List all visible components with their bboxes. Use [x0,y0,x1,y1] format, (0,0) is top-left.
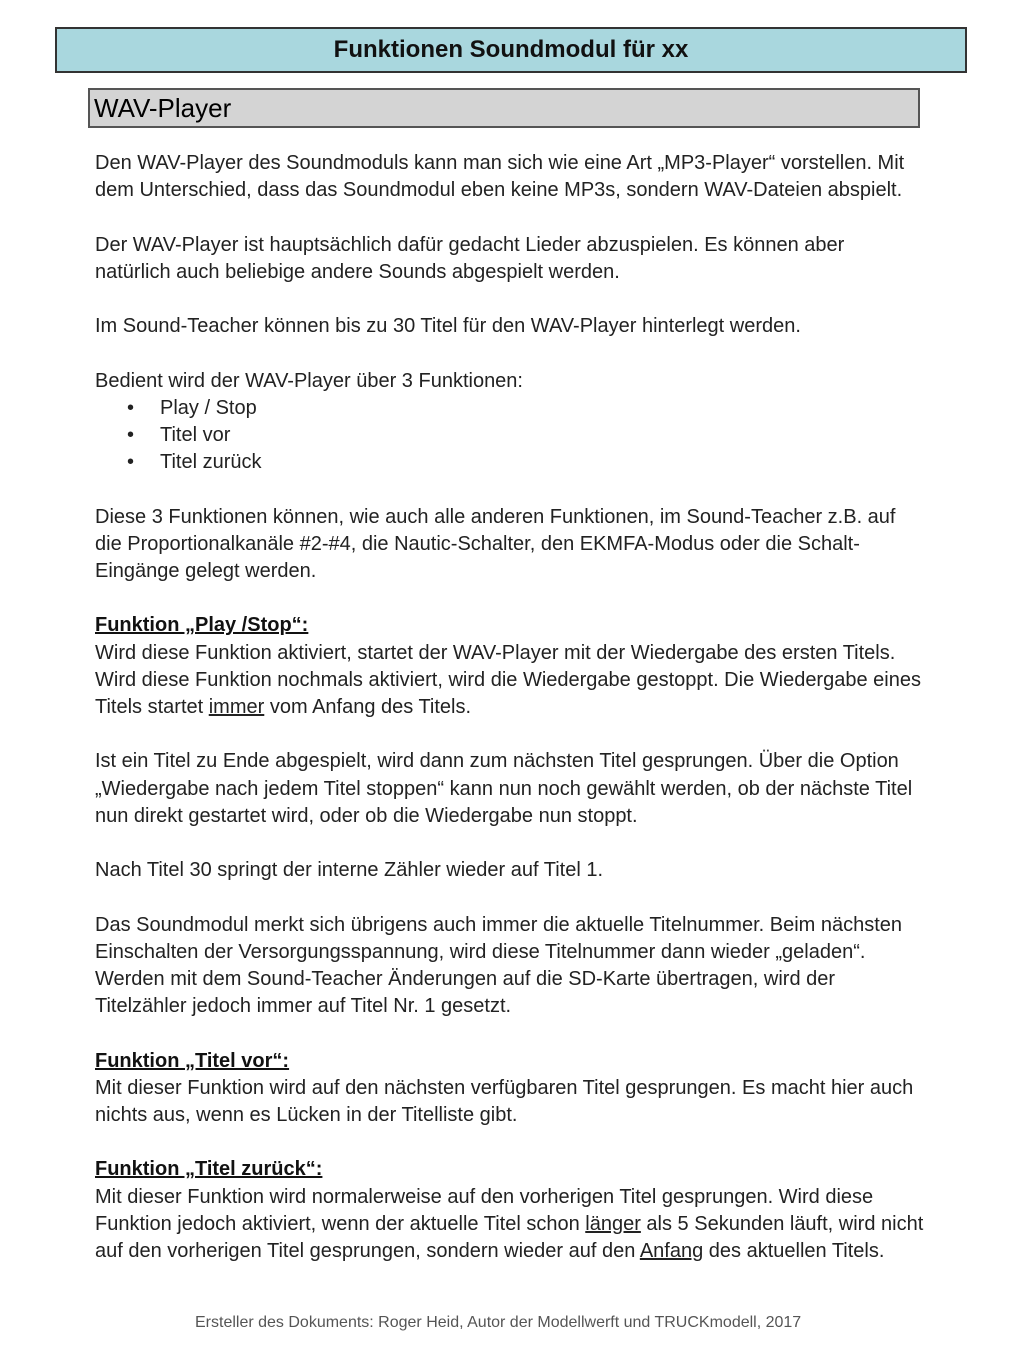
document-title: Funktionen Soundmodul für xx [55,27,967,73]
intro-paragraph-1: Den WAV-Player des Soundmoduls kann man sich wie eine Art „MP3-Player“ vorstellen. Mit dem Unterschied, dass das Soundmodul eben keine MP3s, sondern WAV-Dateien abspielt. [95,152,905,202]
bullet-icon: • [127,396,135,419]
list-item: • Titel vor [160,422,925,449]
intro-paragraph-3: Im Sound-Teacher können bis zu 30 Titel für den WAV-Player hinterlegt werden. [95,315,801,338]
play-stop-paragraph-4: Das Soundmodul merkt sich übrigens auch immer die aktuelle Titelnummer. Beim nächsten Einschalten der Versorgungsspannung, wird diese Titelnummer dann wieder „geladen“. Werden mit dem Sound-Teacher Änderungen auf die SD-Karte übertragen, wird der Titelzähler jedoch immer auf Titel Nr. 1 gesetzt. [95,913,903,1018]
functions-intro: Bedient wird der WAV-Player über 3 Funktionen: [95,369,523,392]
assign-paragraph: Diese 3 Funktionen können, wie auch alle anderen Funktionen, im Sound-Teacher z.B. auf die Proportionalkanäle #2-#4, die Nautic-Schalter, den EKMFA-Modus oder die Schalt-Eingänge gelegt werden. [95,505,896,582]
bullet-icon: • [127,423,135,446]
section-heading: WAV-Player [88,88,920,128]
footer-text: Ersteller des Dokuments: Roger Heid, Autor der Modellwerft und TRUCKmodell, 2017 [195,1314,802,1331]
play-stop-heading: Funktion „Play /Stop“: [95,614,309,637]
document-body [95,150,925,1265]
emphasis-anfang: Anfang [639,1239,704,1262]
functions-list [95,395,925,477]
bullet-icon: • [127,451,135,474]
titel-vor-heading: Funktion „Titel vor“: [95,1049,290,1072]
emphasis-laenger: länger [585,1212,641,1235]
list-item: • Titel zurück [160,449,925,476]
intro-paragraph-2: Der WAV-Player ist hauptsächlich dafür gedacht Lieder abzuspielen. Es können aber natürlich auch beliebige andere Sounds abgespielt werden. [95,233,845,283]
titel-vor-paragraph: Mit dieser Funktion wird auf den nächsten verfügbaren Titel gesprungen. Es macht hier auch nichts aus, wenn es Lücken in der Titelliste gibt. [95,1076,914,1126]
list-item: • Play / Stop [160,395,925,422]
play-stop-paragraph-3: Nach Titel 30 springt der interne Zähler wieder auf Titel 1. [95,859,604,882]
play-stop-paragraph-2: Ist ein Titel zu Ende abgespielt, wird dann zum nächsten Titel gesprungen. Über die Option „Wiedergabe nach jedem Titel stoppen“ kann nun noch gewählt werden, ob der nächste Titel nun direkt gestartet wird, oder ob die Wiedergabe nun stoppt. [95,750,913,827]
emphasis-immer: immer [208,695,265,718]
titel-zurueck-heading: Funktion „Titel zurück“: [95,1158,323,1181]
play-stop-paragraph-1: Wird diese Funktion aktiviert, startet der WAV-Player mit der Wiedergabe des ersten Titels. Wird diese Funktion nochmals aktiviert, wird die Wiedergabe gestoppt. Die Wiedergabe eines Titels startet immer vom Anfang des Titels. [95,641,921,718]
titel-zurueck-paragraph: Mit dieser Funktion wird normalerweise auf den vorherigen Titel gesprungen. Wird diese Funktion jedoch aktiviert, wenn der aktuelle Titel schon länger als 5 Sekunden läuft, wird nicht auf den vorherigen Titel gesprungen, sondern wieder auf den Anfang des aktuellen Titels. [95,1185,924,1262]
